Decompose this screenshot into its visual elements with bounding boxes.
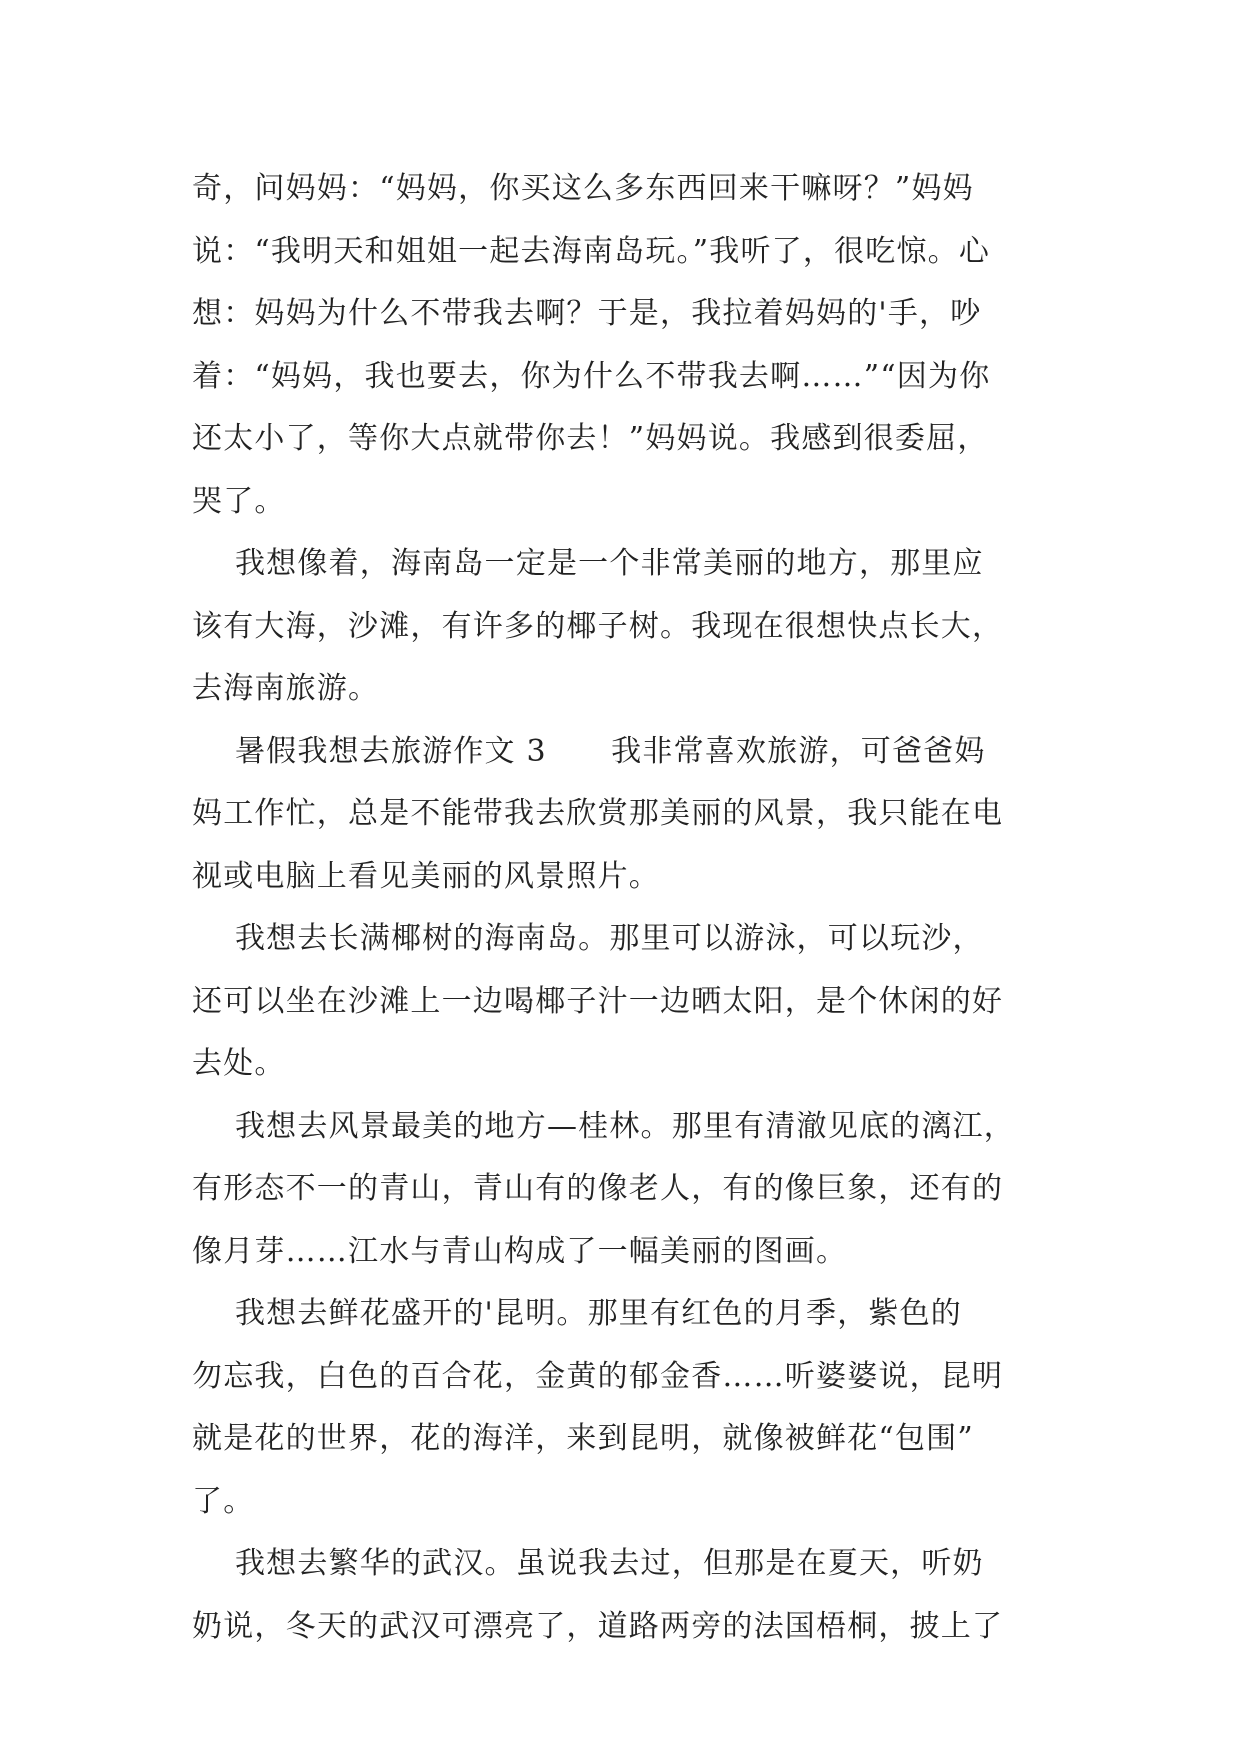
text-line: 我想去风景最美的地方—桂林。那里有清澈见底的漓江，: [192, 1108, 1015, 1144]
text-line: 勿忘我，白色的百合花，金黄的郁金香……听婆婆说，昆明: [192, 1358, 1004, 1394]
text-line: 着：“妈妈，我也要去，你为什么不带我去啊……”“因为你: [192, 358, 991, 394]
text-line: 我想像着，海南岛一定是一个非常美丽的地方，那里应: [192, 546, 984, 581]
text-line: 该有大海，沙滩，有许多的椰子树。我现在很想快点长大，: [192, 608, 1004, 644]
text-line: 奶说，冬天的武汉可漂亮了，道路两旁的法国梧桐，披上了: [192, 1608, 1004, 1644]
text-line: 我想去长满椰树的海南岛。那里可以游泳，可以玩沙，: [192, 921, 984, 956]
text-line: 我想去鲜花盛开的'昆明。那里有红色的月季，紫色的: [192, 1296, 962, 1331]
text-line: 奇，问妈妈：“妈妈，你买这么多东西回来干嘛呀？”妈妈: [192, 171, 974, 206]
text-line: 哭了。: [192, 483, 286, 519]
text-line: 去海南旅游。: [192, 671, 380, 706]
text-line: 还太小了，等你大点就带你去！”妈妈说。我感到很委屈，: [192, 421, 989, 456]
text-line: 有形态不一的青山，青山有的像老人，有的像巨象，还有的: [192, 1171, 1004, 1206]
text-line: 我想去繁华的武汉。虽说我去过，但那是在夏天，听奶: [192, 1546, 984, 1581]
text-line: 想：妈妈为什么不带我去啊？于是，我拉着妈妈的'手，吵: [192, 296, 982, 331]
text-line: 就是花的世界，花的海洋，来到昆明，就像被鲜花“包围”: [192, 1421, 974, 1456]
text-line: 像月芽……江水与青山构成了一幅美丽的图画。: [192, 1233, 848, 1269]
text-line: 妈工作忙，总是不能带我去欣赏那美丽的风景，我只能在电: [192, 796, 1004, 831]
article-body: [192, 158, 1052, 1658]
text-line: 还可以坐在沙滩上一边喝椰子汁一边晒太阳，是个休闲的好: [192, 983, 1004, 1019]
text-line: 去处。: [192, 1046, 286, 1081]
text-line: 了。: [192, 1483, 255, 1519]
text-line: 说：“我明天和姐姐一起去海南岛玩。”我听了，很吃惊。心: [192, 233, 991, 269]
text-line: 视或电脑上看见美丽的风景照片。: [192, 858, 660, 894]
text-line: 暑假我想去旅游作文 3 我非常喜欢旅游，可爸爸妈: [192, 733, 986, 769]
